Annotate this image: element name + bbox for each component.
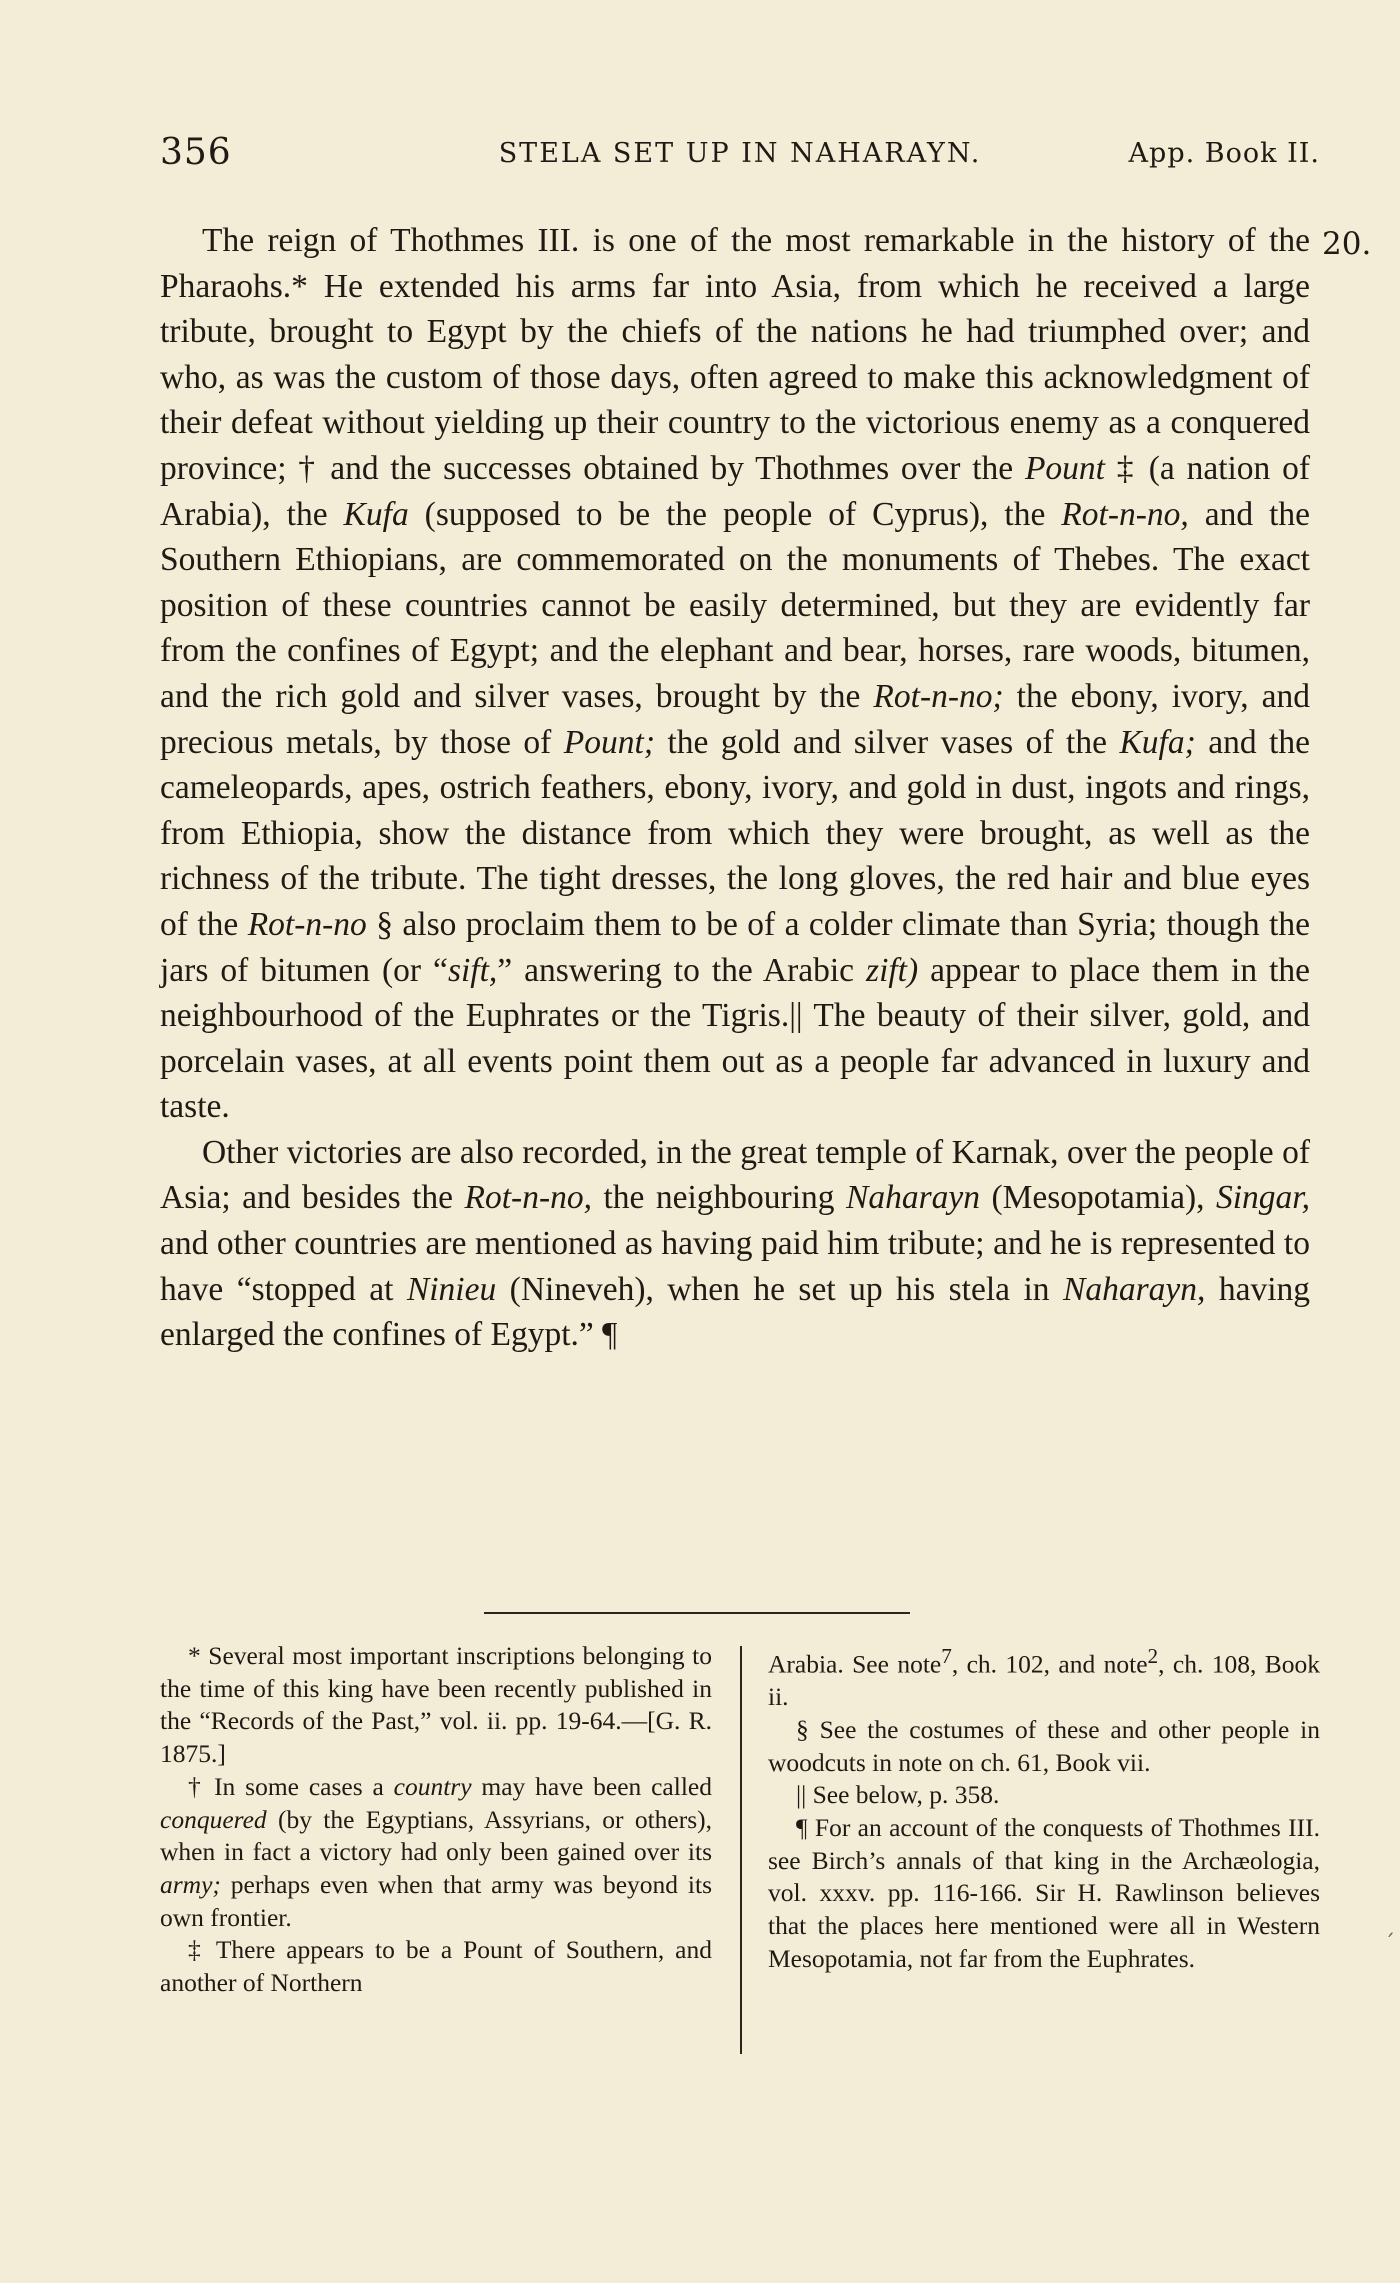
footnote-column-left — [160, 1640, 712, 2000]
italic-term: Naharayn, — [1062, 1270, 1206, 1308]
italic-term: country — [393, 1771, 472, 1801]
text-run: ” answering to the Arabic — [497, 951, 867, 989]
text-run: and the cameleopards, apes, ostrich feathers, ebony, ivory, and gold in dust, ingots and rings, from Ethiopia, show the distance from which they were brought, as well as the richness of the tribute. The tight dresses, the long gloves, the red hair and blue eyes of the — [160, 723, 1310, 943]
paragraph-1 — [160, 218, 1310, 1130]
italic-term: Naharayn — [845, 1179, 980, 1217]
footnote-dagger — [160, 1771, 712, 1935]
text-run: † In some cases a — [188, 1771, 394, 1801]
main-text — [160, 218, 1310, 1358]
text-run: appear to place them in the neighbourhood of the Euphrates or the Tigris.|| The beauty of their silver, gold, and porcelain vases, at all events point them out as a people far advanced in luxury and taste. — [160, 951, 1311, 1126]
text-run: (supposed to be the people of Cyprus), the — [408, 495, 1062, 533]
superscript: 7 — [941, 1644, 952, 1668]
text-run: the gold and silver vases of the — [654, 723, 1120, 761]
italic-term: Pount — [1024, 449, 1105, 487]
text-run: , ch. 102, and note — [951, 1649, 1148, 1679]
text-run: may have been called — [471, 1771, 712, 1801]
text-run: and other countries are mentioned as having paid him tribute; and he is represented to have “stopped at — [160, 1225, 1310, 1308]
text-run: and the Southern Ethiopians, are commemorated on the monuments of Thebes. The exact position of these countries cannot be easily determined, but they are evidently far from the confines of Egypt; and the elephant and bear, horses, rare woods, bitumen, and the rich gold and silver vases, brought by the — [160, 495, 1310, 715]
text-run: (Mesopotamia), — [979, 1179, 1216, 1217]
stray-mark: ´ — [1384, 1932, 1395, 1957]
footnote-star: * Several most important inscriptions belonging to the time of this king have been recently published in the “Records of the Past,” vol. ii. pp. 19-64.—[G. R. 1875.] — [160, 1641, 712, 1769]
text-run: The reign of Thothmes III. is one of the most remarkable in the history of the Pharaohs.* He extended his arms far into Asia, from which he received a large tribute, brought to Egypt by the chiefs of the nations he had triumphed over; and who, as was the custom of those days, often agreed to make this acknowledgment of their defeat without yielding up their country to the victorious enemy as a conquered province; † and the successes obtained by Thothmes over the — [160, 222, 1310, 487]
running-head — [160, 132, 1320, 182]
text-run: ‡ (a nation of Arabia), the — [160, 449, 1311, 533]
footnotes — [160, 1640, 1320, 2070]
italic-term: Rot-n-no, — [1061, 495, 1189, 533]
footnote-column-right — [768, 1640, 1320, 1976]
running-title: STELA SET UP IN NAHARAYN. — [498, 138, 982, 169]
italic-term: army; — [160, 1869, 221, 1899]
footnote-double-dagger: ‡ There appears to be a Pount of Southern, and another of Northern — [160, 1935, 712, 1998]
text-run: the ebony, ivory, and precious metals, by those of — [160, 677, 1310, 761]
margin-note: 20. — [1322, 226, 1372, 262]
text-run: § also proclaim them to be of a colder climate than Syria; though the jars of bitumen (or “ — [160, 905, 1310, 989]
footnote-parallel: || See below, p. 358. — [796, 1780, 1000, 1810]
text-run: (by the Egyptians, Assyrians, or others), when in fact a victory had only been gained over its — [160, 1804, 712, 1867]
text-run: the neighbouring — [592, 1179, 846, 1217]
footnote-pilcrow: ¶ For an account of the conquests of Thothmes III. see Birch’s annals of that king in the Archæologia, vol. xxxv. pp. 116-166. Sir H. Rawlinson believes that the places here mentioned were all in Western Mesopotamia, not far from the Euphrates. — [768, 1813, 1320, 1973]
footnote-column-divider — [740, 1646, 742, 2054]
italic-term: Ninieu — [406, 1270, 497, 1308]
italic-term: Rot-n-no — [247, 905, 367, 943]
italic-term: Pount; — [563, 723, 655, 761]
text-run: Other victories are also recorded, in the great temple of Karnak, over the people of Asia; and besides the — [160, 1133, 1310, 1217]
text-run: Arabia. See note — [768, 1649, 942, 1679]
italic-term: Kufa — [343, 495, 409, 533]
footnote-section: § See the costumes of these and other people in woodcuts in note on ch. 61, Book vii. — [768, 1714, 1320, 1777]
italic-term: Rot-n-no, — [464, 1179, 592, 1217]
italic-term: Singar, — [1215, 1179, 1310, 1217]
italic-term: conquered — [160, 1804, 267, 1834]
italic-term: Rot-n-no; — [873, 677, 1004, 715]
running-head-right: App. Book II. — [1128, 138, 1320, 169]
text-run: perhaps even when that army was beyond its own frontier. — [160, 1869, 712, 1932]
italic-term: zift) — [866, 951, 919, 989]
text-run: , ch. 108, Book ii. — [768, 1649, 1320, 1712]
text-run: (Nineveh), when he set up his stela in — [496, 1270, 1063, 1308]
paragraph-2 — [160, 1130, 1310, 1358]
footnote-rule — [484, 1612, 910, 1614]
italic-term: Kufa; — [1119, 723, 1196, 761]
superscript: 2 — [1147, 1644, 1159, 1668]
italic-term: sift, — [447, 951, 498, 989]
text-run: having enlarged the confines of Egypt.” ¶ — [160, 1270, 1310, 1354]
footnote-double-dagger-continued — [768, 1640, 1320, 1714]
page-number: 356 — [160, 132, 232, 173]
